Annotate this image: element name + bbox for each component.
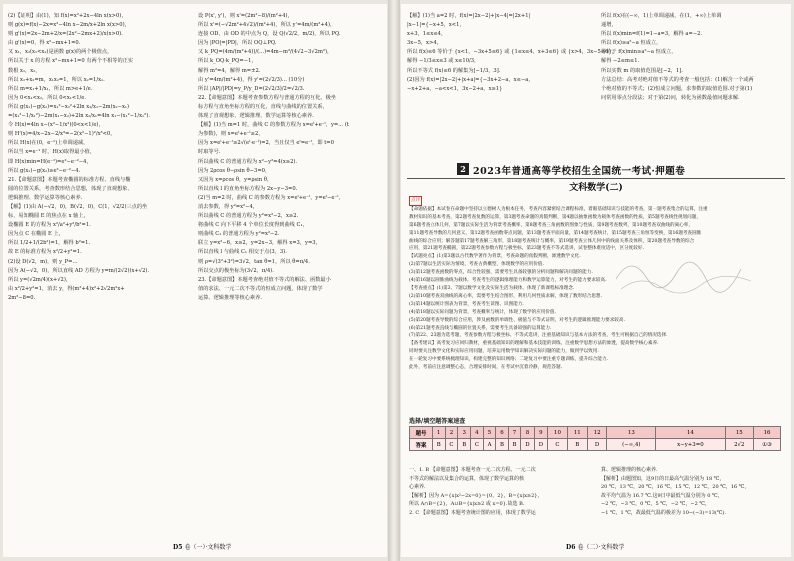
solution-line: 【解】(1)当 m=1 时，曲线 C 的参数方程为 x=eᵗ+e⁻ᵗ，y=... (t <box>198 122 349 129</box>
intro-line: 同时要关注数学文化和实际应用问题，培养运用数学知识解决实际问题的能力，做到学以致用. <box>409 349 599 355</box>
page-footer-text: 卷（二）·文科数学 <box>577 544 625 551</box>
solution-line: 所以 |AP|/|PD|=y_P/y_D=(2√2/3)/2=√2/3. <box>198 85 305 92</box>
answer-table <box>409 426 781 451</box>
right-page-column-2 <box>601 12 785 162</box>
solution-line: 所以 f(x)≥a²−a 恒成立， <box>601 40 662 47</box>
solution-line: 时取等号. <box>198 149 221 156</box>
solution-line: (2)设 D(√2，m)，则 y_P=... <box>8 258 78 265</box>
solution-line: 方法总结：高考对绝对值不等式的考查一般包括：(1)解含一个或两 <box>601 76 754 83</box>
intro-line: (2)第10题考查双曲线的离心率，需要考生结合图形，利用几何性质求解，体现了数形结合思想. <box>409 293 602 299</box>
answer-table-number-cell: 1 <box>433 427 446 439</box>
answer-table-answer-cell: D <box>521 439 534 451</box>
answer-table-answer-cell: C <box>548 439 568 451</box>
solution-line: 解得 −1/3≤x≤3 或 x≤10/3， <box>407 58 480 65</box>
explanation-line: −2 ℃，−3 ℃，0 ℃，5 ℃，−2 ℃，−2 ℃， <box>601 501 710 508</box>
answer-table-number-cell: 4 <box>470 427 483 439</box>
intro-line: 应用，第21题考查椭圆，第22题考查参数方程与极坐标，第23题考查不等式选讲，试卷整体难度适中，区分度较好. <box>409 246 644 252</box>
answer-table-answer-cell: D <box>587 439 607 451</box>
solution-line: 递增， <box>601 22 617 29</box>
solution-line: 解得 m²=4，解得 m=±2. <box>198 67 261 74</box>
intro-line: 此外，考前应注意调整心态，合理安排时间，在考试中沉着冷静，规范答题. <box>409 365 563 371</box>
intro-line: 【考查重点】(1)第3、7题以数学文化及实际生活为载体，体现了新课程标准理念. <box>409 285 575 291</box>
solution-line: 设椭圆 E 的方程为 x²/a²+y²/b²=1. <box>8 222 91 229</box>
explanation-line: 所以 A∩B={2}，A∪B={x|x≥2 或 x=0}.故选 B. <box>409 501 525 508</box>
solution-line: 所以 f(x)在(−∞，1)上单调递减，在(1，+∞)上单调 <box>601 13 722 19</box>
solution-line: 所以 g(x₁)−g(x₂)=x₁²−x₂²+2ln x₂/x₁−2m(x₂−x₁) <box>8 103 130 110</box>
answer-table-number-cell: 12 <box>587 427 607 439</box>
solution-line: 所以 H(x)在(0，e⁻¹)上单调递减， <box>8 140 89 147</box>
solution-line: 则 ρ=√(3²+3²)=3√2，tan θ=1，所以 θ=π/4. <box>198 258 310 265</box>
solution-line: 由 x²/2+y²=1，消去 y，得(m²+4)x²+2√2m²x+ <box>8 285 125 292</box>
solution-line: 23.【命题意图】本题考查绝对值不等式的解法、函数最小 <box>198 276 331 283</box>
book-gutter <box>388 0 400 561</box>
solution-line: 又因为 x=ρcos θ，y=ρsin θ， <box>198 176 273 183</box>
solution-line: 为参数)，则 x=eᵗ+e⁻ᵗ≥2， <box>198 131 264 138</box>
solution-line: 逻辑推理、数学运算等核心素养. <box>8 194 83 201</box>
answer-table-number-cell: 3 <box>458 427 471 439</box>
intro-tag: 点评 <box>409 196 422 206</box>
answer-table-number-cell: 9 <box>534 427 547 439</box>
solution-line: (2)因为 f(x)=|2x−2|+|x+a|={−3x+2−a，x≤−a， <box>407 76 534 83</box>
solution-line: 消去参数，得 y²=x²−4， <box>198 203 258 210</box>
answer-table-title: 选择/填空题答案速查 <box>409 418 466 425</box>
explanation-column-2 <box>601 466 787 518</box>
exam-title: 2023年普通高等学校招生全国统一考试·押题卷 <box>473 166 686 177</box>
solution-line: 所以 f(x)min=f(1)=1−a=3，解得 a=−2. <box>601 31 703 38</box>
explanation-line: 心素养. <box>409 484 426 491</box>
solution-line: 问常用零点分段法；对于第(2)问，转化为函数最值问题求解. <box>601 94 740 101</box>
solution-line: 所以当 x=e⁻¹ 时，H(x)取得最小值， <box>8 149 96 156</box>
solution-line: 则 g'(x)=2x−2m+2/x=(2x²−2mx+2)/x(x>0). <box>8 31 123 38</box>
solution-line: =(x₁²−1/x₁²)−2m(x₁−x₂)+2ln x₂/x₁=4ln x₁−(x₁²−1/x₁²). <box>8 113 150 120</box>
answer-table-answer-cell: B <box>458 439 471 451</box>
answer-table-answer-cell: B <box>496 439 509 451</box>
page-code: D6 <box>566 544 576 551</box>
explanation-line: 【解析】因为 A={x|x²−2x=0}={0，2}，B={x|x≥2}， <box>409 492 543 499</box>
left-page-footer <box>173 542 231 551</box>
explanation-line: 不等式的解法以及集合的运算，体现了数学运算的核 <box>409 475 525 482</box>
answer-table-answer-row <box>410 439 781 451</box>
solution-line: 2m²−8=0. <box>8 294 36 301</box>
solution-line: |x−1|={−x+5，x<1， <box>407 22 465 29</box>
exam-banner <box>407 162 785 179</box>
solution-line: 所以关于 x 的方程 x²−mx+1=0 有两个不相等的正实 <box>8 58 134 65</box>
solution-line: 标，易知椭圆 E 的焦点在 x 轴上， <box>8 213 89 220</box>
solution-line: 所以交点的极坐标为(3√2，π/4). <box>198 267 274 274</box>
answer-table-number-cell: 6 <box>496 427 509 439</box>
intro-line: (5)第20题考查导数的综合应用，涉及函数的单调性、极值与不等式证明，对考生的逻辑推理能力要求较高. <box>409 317 625 323</box>
explanation-line: 2. C 【命题意图】本题考查统计图的应用，体现了数学运 <box>409 509 536 516</box>
answer-table-answer-cell: C <box>445 439 458 451</box>
solution-line: 所以 y=(√2m/4)(x+√2)， <box>8 276 72 283</box>
intro-line: (6)第21题考查直线与椭圆的位置关系，需要考生具备较强的运算能力. <box>409 325 552 331</box>
solution-line: 等价于 f(x)min≥a²−a 恒成立， <box>601 49 677 56</box>
answer-table-answer-cell: C <box>470 439 483 451</box>
intro-line: 在一轮复习中要系统梳理知识，构建完整的知识网络；二轮复习中要注重专题训练，提升综合能力. <box>409 357 608 363</box>
answer-table-header-label: 题号 <box>410 427 433 439</box>
intro-line: (3)第14题以统计图表为背景，考查考生读图、识图能力. <box>409 301 524 307</box>
page-footer-text: 卷（一）·文科数学 <box>184 544 232 551</box>
answer-table-number-cell: 15 <box>725 427 753 439</box>
intro-line: 【试题亮点】(1)第3题以古代数学著作为背景，考查命题的真假判断，渗透数学文化. <box>409 254 581 260</box>
solution-line: 因为点 C 在椭圆 E 上， <box>8 231 64 238</box>
answer-table-number-cell: 14 <box>656 427 725 439</box>
intro-line: 【备考建议】高考复习应回归教材，重视基础知识的理解和基本技能的训练，注重数学思想方法的渗透，提高数学核心素养. <box>409 341 659 347</box>
solution-line: 体现了直观想象、逻辑推理、数学运算等核心素养. <box>198 113 314 120</box>
solution-line: 因为 A(−√2，0)，所以直线 AD 方程为 y=m/(2√2)(x+√2). <box>8 267 150 274</box>
answer-table-answer-cell: ①③ <box>754 439 781 451</box>
solution-line: 标方程与直角坐标方程的互化，直线与曲线的位置关系， <box>198 103 328 110</box>
solution-line: 所以 x'=(−√2m²+4√2)/(m²+4)，所以 y'=4m/(m²+4)， <box>198 22 336 29</box>
intro-line: 教材知识的基本考查，第2题考查复数的运算，第3题考查命题的真假判断，第4题以抽象函数为载体考查函数的性质，第5题考查线性规划问题， <box>409 214 701 220</box>
right-page <box>401 4 791 557</box>
solution-line: 所以 f(x)≤6 等价于 {x<1，−3x+5≤6} 或 {1≤x≤4，x+3≤6} 或 {x>4，3x−5≤6}， <box>407 49 617 56</box>
solution-line: 运算、逻辑推理等核心素养. <box>198 294 262 301</box>
solution-line: 个绝对值的不等式；(2)恒成立问题，求参数的取值范围.对于第(1) <box>601 85 753 92</box>
solution-line: 所以实数 m 的取值范围是[−2，1]. <box>601 67 683 74</box>
explanation-line: 故平均气温为 16.7 ℃.这9日中最低气温分别为 0 ℃， <box>601 492 723 499</box>
solution-line: 联立 y=x²−6，x≥2，y=2x−3，解得 x=3，y=3， <box>198 240 321 247</box>
answer-table-number-cell: 16 <box>754 427 781 439</box>
solution-line: 连接 OD，由 OD 的中点为 Q，设 Q(√2/2，m/2)，所以 PQ. <box>198 31 341 38</box>
answer-table-number-cell: 8 <box>521 427 534 439</box>
solution-line: 则曲线 C₁ 的普通方程为 y²=x²−2. <box>198 231 280 238</box>
answer-table-answer-cell: B <box>433 439 446 451</box>
explanation-line: 【解析】由题图知，这9日的日最高气温分别为 18 ℃， <box>601 475 725 482</box>
answer-table-answer-cell: B <box>567 439 587 451</box>
solution-line: −x+2+a，−a<x<1，3x−2+a，x≥1} <box>407 85 503 92</box>
explanation-line: 算、逻辑推理的核心素养. <box>601 467 658 473</box>
left-page <box>3 4 387 557</box>
solution-line: 因为 2ρcos θ−ρsin θ−3=0， <box>198 167 271 174</box>
intro-line: 【命题依据】本试卷在命题中坚持以立德树人为根本任务，考查内容紧密结合课程标准，着眼基础知识与技能的考查，第一题考查集合的运算，注重 <box>409 206 708 212</box>
answer-table-number-cell: 7 <box>508 427 521 439</box>
answer-table-number-cell: 5 <box>483 427 495 439</box>
solution-line: 令 H(x)=4ln x−(x²−1/x²)(0<x<1/e)， <box>8 122 104 129</box>
solution-line: 【解】(1)当 a=2 时，f(x)=|2x−2|+|x−4|=|2x+1| <box>407 13 531 19</box>
solution-line: 由 y'=4m/(m²+4)，得 y'=(2√2/3)... (10分) <box>198 76 305 83</box>
solution-line: 3x−5，x>4， <box>407 40 442 47</box>
solution-line: 将曲线 C 向下平移 4 个单位长度得到曲线 C₁， <box>198 222 308 229</box>
solution-line: 又 x₁，x₂(x₁<x₂)是函数 g(x)的两个极值点， <box>8 49 113 56</box>
solution-line: 则 H'(x)=4/x−2x−2/x³=−2(x²−1)²/x³<0， <box>8 131 116 138</box>
solution-line: 设 P(x', y')，则 x'=(2m²−8)/(m²+4)， <box>198 13 293 19</box>
answer-table-answer-label: 答案 <box>410 439 433 451</box>
intro-line: 第6题考查立体几何，第7题以实际生活为背景考查概率，第8题考查三角函数的图象与性质，第9题考查数列，第10题考查双曲线的离心率， <box>409 222 693 228</box>
solution-line: 所以 x₁+x₂=m，x₁x₂=1，所以 x₂=1/x₁. <box>8 76 105 83</box>
solution-line: 圆的位置关系，考查数形结合思想，体现了直观想象、 <box>8 185 133 192</box>
solution-line: 则 g(x)=f(x)−2x=x²−4ln x−2m/x+2ln x(x>0)， <box>8 22 130 29</box>
solution-line: 因为 |PO|=|PD|，所以 OQ⊥PQ. <box>198 40 277 47</box>
solution-line: 所以 g(x₁)−g(x₂)≥e²−e⁻²−4. <box>8 167 81 174</box>
answer-table-answer-cell: x−y+3=0 <box>656 439 725 451</box>
answer-table-answer-cell: 2√2 <box>725 439 753 451</box>
intro-line: (7)第22、23题为选考题，考查参数方程与极坐标、不等式选讲，注重基础知识与基本方法的考查，考生可根据自己的情况选择. <box>409 333 668 339</box>
solution-line: 所以曲线 C 的普通方程为 x²−y²=4(x≥2). <box>198 158 298 165</box>
exam-subtitle: 文科数学(二) <box>569 183 623 193</box>
answer-table-number-cell: 2 <box>445 427 458 439</box>
solution-line: 数根 x₁，x₂， <box>8 67 41 74</box>
solution-line: 所以不等式 f(x)≤6 的解集为[−1/3，3]. <box>407 67 501 74</box>
answer-table-answer-cell: D <box>534 439 547 451</box>
intro-line: (3)第12题考查函数的零点，综合性较强，需要考生具备较强的分析问题和解决问题的能力. <box>409 270 593 276</box>
handwriting-scribble-icon <box>611 249 761 299</box>
solution-line: 所以 k_OQ·k_PQ=−1， <box>198 58 257 65</box>
solution-line: 值的求法、一元二次不等式的恒成立问题，体现了数学 <box>198 285 323 292</box>
answer-table-number-cell: 11 <box>567 427 587 439</box>
solution-line: 所以 1/2+1/(2b²)=1，解得 b²=1. <box>8 240 91 247</box>
solution-line: 【解】(1)由 A(−√2，0)，B(√2，0)，C(1，√2/2)三点的坐 <box>8 203 148 210</box>
solution-line: 即 H(x)min=H(e⁻¹)=e²−e⁻²−4， <box>8 158 92 165</box>
solution-line: (2)当 m=2 时，曲线 C 的参数方程为 x=eᵗ+e⁻ᵗ，y=eᵗ−e⁻ᵗ， <box>198 194 344 201</box>
answer-table-header-row <box>410 427 781 439</box>
left-page-column-1 <box>8 12 190 303</box>
explanation-line: 一、1. B 【命题意图】本题考查一元二次方程、一元二次 <box>409 467 536 473</box>
solution-line: 故 E 的标准方程为 x²/2+y²=1. <box>8 249 82 256</box>
solution-line: 所以 m=x₁+1/x₁，所以 m>e+1/e. <box>8 85 93 92</box>
answer-table-number-cell: 10 <box>548 427 568 439</box>
intro-line: (4)第16题以圆锥曲线为载体，考查考生的逻辑推理能力和数学运算能力，对考生的能力要求较高. <box>409 278 607 284</box>
solution-line: 所以直线 l 的直角坐标方程为 2x−y−3=0. <box>198 185 298 192</box>
solution-line: 22.【命题意图】本题考查参数方程与普通方程的互化，极坐 <box>198 94 336 101</box>
answer-table-number-cell: 13 <box>607 427 656 439</box>
solution-line: 又 k_PQ=(4m/(m²+4))/(...)=4m−m³/(4√2−3√2m²)， <box>198 49 333 56</box>
intro-line: (2)第7题以生活实际为情境，考查古典概型，体现数学的应用价值. <box>409 262 544 268</box>
page-code: D5 <box>173 544 183 551</box>
explanation-line: −1 ℃，1 ℃，故最低气温的极差为 10−(−3)=13(℃). <box>601 509 726 516</box>
answer-table-answer-cell: (−∞,4) <box>607 439 656 451</box>
answer-table-answer-cell: B <box>508 439 521 451</box>
solution-line: 因为 x=eᵗ+e⁻ᵗ≥2√(eᵗ·e⁻ᵗ)=2，当且仅当 eᵗ=e⁻ᵗ，即 t=0 <box>198 140 334 147</box>
solution-line: x+3，1≤x≤4， <box>407 31 447 38</box>
answer-table-answer-cell: A <box>483 439 495 451</box>
intro-line: 曲线的综合应用；解答题第17题考查解三角形，第18题考查统计与概率，第19题考查立体几何中的线面关系及体积，第20题考查导数的综合 <box>409 238 695 244</box>
intro-line: (4)第18题以实际问题为背景，考查概率与统计，体现了数学的应用价值. <box>409 309 557 315</box>
explanation-line: 20 ℃，13 ℃，20 ℃，16 ℃，15 ℃，12 ℃，20 ℃，16 ℃， <box>601 484 750 491</box>
right-page-footer <box>566 542 624 551</box>
left-page-column-2 <box>198 12 382 303</box>
solution-line: 解得 −2≤m≤1. <box>601 58 640 65</box>
solution-line: 21.【命题意图】本题考查椭圆的标准方程、直线与椭 <box>8 176 131 183</box>
solution-line: 所以直线 l 与曲线 C₁ 相交于点(3，3). <box>198 249 287 256</box>
solution-line: 由 g'(x)=0，得 x²−mx+1=0. <box>8 40 81 47</box>
intro-line: 第11题考查导数的几何意义，第12题考查函数零点问题，第13题考查平面向量，第14题考查统计，第15题考查三角恒等变换，第16题考查圆锥 <box>409 230 702 236</box>
solution-line: 因为 0<x₁<x₂，所以 0<x₁<1/e. <box>8 94 87 101</box>
exam-number-badge: 2 <box>457 163 469 175</box>
solution-line: (2)【证明】由(1)，知 f(x)=x²+2x−4ln x(x>0)， <box>8 13 127 19</box>
solution-line: 所以曲线 C 的普通方程为 y²=x²−2，x≥2. <box>198 213 299 220</box>
explanation-column-1 <box>409 466 595 518</box>
